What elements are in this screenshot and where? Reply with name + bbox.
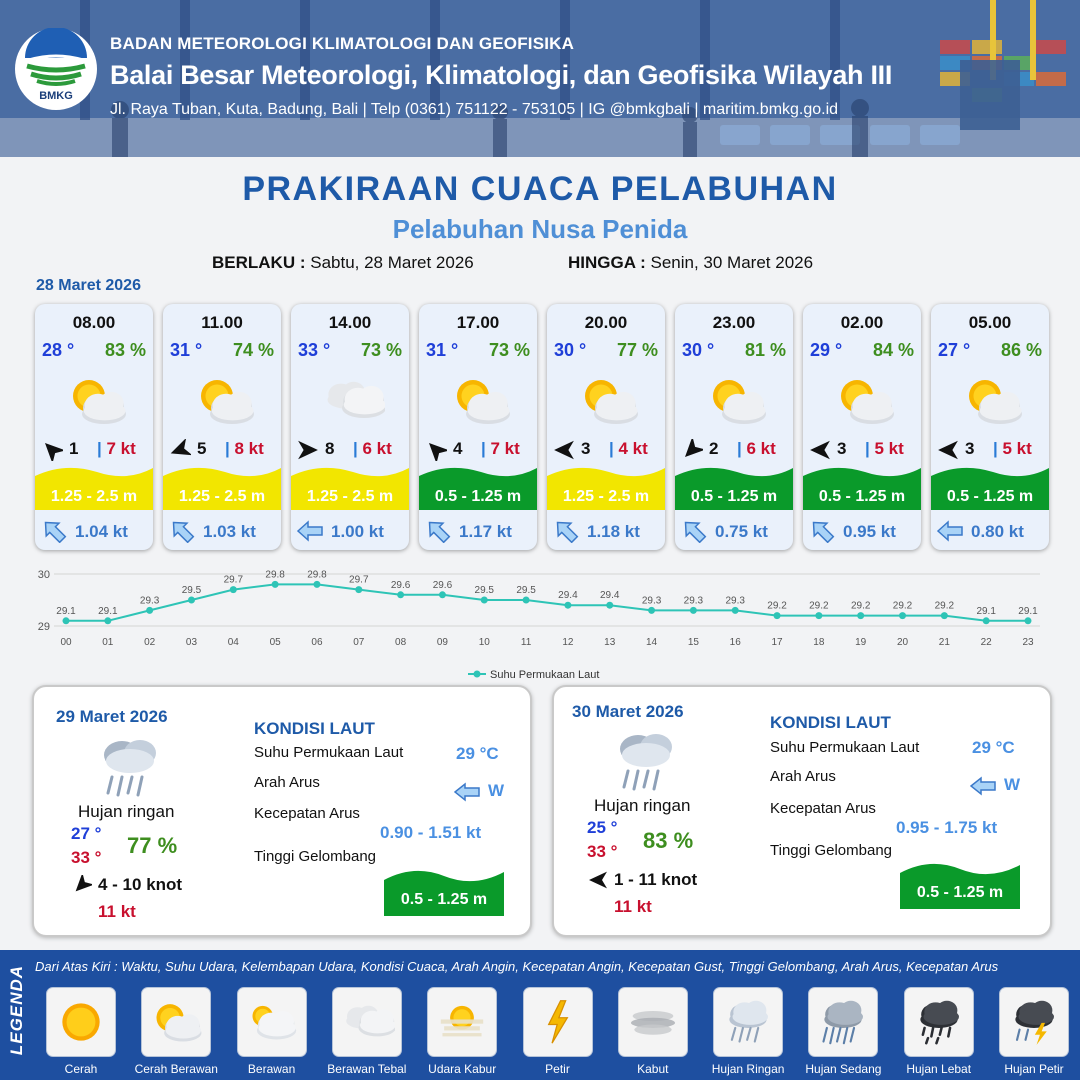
forecast-current-speed: 0.80 kt	[971, 522, 1024, 541]
forecast-gust: | 6 kt	[353, 439, 392, 458]
data-point	[1025, 617, 1032, 624]
wind-direction-icon	[297, 439, 319, 461]
forecast-wind-speed: 3	[965, 439, 975, 458]
forecast-gust-value: 7 kt	[490, 439, 520, 458]
cerah-berawan-icon	[831, 372, 897, 430]
day3-sst-value: 29 °C	[972, 738, 1015, 757]
day2-current-dir: W	[488, 781, 505, 800]
sst-chart	[0, 565, 1080, 685]
data-point	[732, 607, 739, 614]
forecast-current-speed: 0.95 kt	[843, 522, 896, 541]
day3-date: 30 Maret 2026	[572, 702, 684, 721]
legend-item	[427, 987, 497, 1057]
forecast-current-speed: 1.03 kt	[203, 522, 256, 541]
y-tick-label: 30	[37, 569, 50, 581]
x-tick-label: 02	[144, 637, 156, 648]
forecast-current-speed: 1.04 kt	[75, 522, 128, 541]
wind-direction-icon	[681, 439, 703, 461]
wind-direction-icon	[937, 439, 959, 461]
cerah-icon	[53, 994, 109, 1050]
day1-date: 28 Maret 2026	[36, 277, 141, 294]
legend-tag-text: LEGENDA	[7, 964, 26, 1056]
day3-sst-label: Suhu Permukaan Laut	[770, 739, 920, 756]
data-point	[564, 602, 571, 609]
forecast-time: 14.00	[328, 313, 372, 332]
current-direction-icon	[425, 519, 451, 543]
day3-wave: 0.5 - 1.25 m	[916, 884, 1004, 901]
day3-wind: 1 - 11 knot	[614, 870, 698, 889]
cerah-berawan-icon	[63, 372, 129, 430]
forecast-time: 23.00	[712, 313, 756, 332]
hujan-ringan-icon	[720, 994, 776, 1050]
data-label: 29.5	[474, 585, 494, 596]
forecast-humidity: 73 %	[488, 340, 530, 360]
forecast-gust: | 6 kt	[737, 439, 776, 458]
x-tick-label: 22	[980, 637, 992, 648]
x-tick-label: 09	[436, 637, 448, 648]
forecast-card	[803, 304, 921, 550]
x-tick-label: 11	[520, 637, 532, 648]
legend-item-label: Cerah	[64, 1062, 98, 1076]
cerah-berawan-icon	[959, 372, 1025, 430]
day2-temp-min: 27 °	[71, 824, 102, 843]
petir-icon	[530, 994, 586, 1050]
forecast-temp: 30 °	[682, 340, 715, 360]
data-point	[230, 586, 237, 593]
data-label: 29.3	[641, 595, 662, 607]
x-tick-label: 17	[771, 637, 783, 648]
forecast-humidity: 86 %	[1000, 340, 1042, 360]
legend-item	[904, 987, 974, 1057]
legend-item-label: Udara Kabur	[428, 1062, 497, 1076]
data-point	[857, 612, 864, 619]
data-label: 29.8	[265, 569, 285, 581]
x-tick-label: 21	[938, 637, 950, 648]
forecast-card	[35, 304, 153, 550]
wind-direction-icon	[553, 439, 575, 461]
forecast-temp: 30 °	[554, 340, 587, 360]
forecast-gust: | 7 kt	[97, 439, 136, 458]
legend-item-label: Kabut	[637, 1062, 669, 1076]
data-label: 29.4	[558, 590, 578, 602]
day3-humidity: 83 %	[643, 828, 694, 853]
data-label: 29.1	[56, 605, 76, 617]
data-point	[606, 602, 613, 609]
data-label: 29.5	[516, 585, 536, 596]
forecast-humidity: 81 %	[744, 340, 786, 360]
data-point	[690, 607, 697, 614]
forecast-wave: 0.5 - 1.25 m	[434, 488, 522, 505]
forecast-card	[163, 304, 281, 550]
forecast-wind-speed: 1	[69, 439, 79, 458]
forecast-current-speed: 1.18 kt	[587, 522, 640, 541]
forecast-wind-speed: 4	[453, 439, 463, 458]
validity-from-label: BERLAKU :	[212, 253, 306, 272]
x-tick-label: 19	[855, 637, 867, 648]
arrow-left-icon	[970, 776, 996, 796]
data-label: 29.3	[725, 595, 745, 607]
day2-gust: 11 kt	[98, 902, 136, 921]
wind-direction-icon	[588, 870, 608, 890]
legend-item-label: Cerah Berawan	[134, 1062, 218, 1076]
day2-sst-value: 29 °C	[456, 744, 499, 763]
legend-tag	[0, 950, 32, 1080]
legend-item	[332, 987, 402, 1057]
data-point	[439, 591, 446, 598]
forecast-temp: 31 °	[426, 340, 459, 360]
day2-current-speed-label: Kecepatan Arus	[254, 805, 360, 822]
x-tick-label: 01	[102, 637, 114, 648]
contact-info: Jl. Raya Tuban, Kuta, Badung, Bali | Telp (0361) 751122 - 753105 | IG @bmkgbali | maritim.bmkg.go.id	[110, 101, 839, 118]
hujan-sedang-icon	[815, 994, 871, 1050]
day2-current-dir-label: Arah Arus	[254, 774, 320, 791]
forecast-gust-value: 7 kt	[106, 439, 136, 458]
forecast-wind-speed: 3	[837, 439, 847, 458]
day2-current-speed: 0.90 - 1.51 kt	[380, 823, 482, 842]
forecast-card	[419, 304, 537, 550]
data-point	[104, 617, 111, 624]
day3-current-speed-label: Kecepatan Arus	[770, 800, 876, 817]
validity-to	[568, 253, 813, 273]
data-point	[774, 612, 781, 619]
validity-to-label: HINGGA :	[568, 253, 646, 272]
data-label: 29.4	[600, 590, 620, 602]
hujan-ringan-icon	[92, 731, 172, 803]
legend-item	[618, 987, 688, 1057]
forecast-gust: | 5 kt	[993, 439, 1032, 458]
forecast-wave: 1.25 - 2.5 m	[306, 488, 394, 505]
sst-line	[66, 584, 1028, 620]
validity-to-value: Senin, 30 Maret 2026	[650, 253, 814, 272]
forecast-wave: 1.25 - 2.5 m	[50, 488, 138, 505]
x-tick-label: 18	[813, 637, 825, 648]
data-label: 29.3	[139, 595, 160, 607]
forecast-temp: 28 °	[42, 340, 75, 360]
current-direction-icon	[41, 519, 67, 543]
forecast-time: 05.00	[968, 313, 1012, 332]
current-direction-icon	[681, 519, 707, 543]
legend-item	[141, 987, 211, 1057]
legend-swatch-dot	[474, 671, 481, 678]
page-title: PRAKIRAAN CUACA PELABUHAN	[242, 170, 838, 208]
legend-item-label: Hujan Lebat	[906, 1062, 972, 1076]
data-label: 29.6	[390, 579, 411, 591]
udara-kabur-icon	[434, 994, 490, 1050]
data-label: 29.7	[349, 574, 369, 586]
berawan-icon	[244, 994, 300, 1050]
forecast-current-speed: 0.75 kt	[715, 522, 768, 541]
data-label: 29.5	[181, 585, 202, 596]
data-label: 29.8	[307, 569, 327, 581]
forecast-time: 08.00	[72, 313, 116, 332]
forecast-current-speed: 1.00 kt	[331, 522, 384, 541]
data-point	[983, 617, 990, 624]
data-point	[648, 607, 655, 614]
legend-label: Suhu Permukaan Laut	[490, 669, 600, 681]
data-label: 29.6	[432, 579, 453, 591]
legend-item-label: Hujan Sedang	[805, 1062, 882, 1076]
current-direction-icon	[169, 519, 195, 543]
hujan-petir-icon	[1006, 994, 1062, 1050]
x-tick-label: 20	[896, 637, 909, 648]
forecast-card	[675, 304, 793, 550]
legend-description: Dari Atas Kiri : Waktu, Suhu Udara, Kelembapan Udara, Kondisi Cuaca, Arah Angin, Kecepatan Angin, Kecepatan Gust, Tinggi Gelombang, Arah Arus, Kecepatan Arus	[35, 959, 999, 974]
forecast-wind-speed: 5	[197, 439, 207, 458]
data-point	[313, 581, 320, 588]
forecast-wave: 0.5 - 1.25 m	[818, 488, 906, 505]
forecast-wind-speed: 8	[325, 439, 335, 458]
data-point	[272, 581, 279, 588]
forecast-wave: 0.5 - 1.25 m	[946, 488, 1034, 505]
x-tick-label: 14	[646, 637, 658, 648]
data-point	[355, 586, 362, 593]
forecast-gust-value: 5 kt	[874, 439, 904, 458]
current-direction-icon	[553, 519, 579, 543]
forecast-humidity: 74 %	[232, 340, 274, 360]
day2-date: 29 Maret 2026	[56, 707, 168, 726]
forecast-time: 17.00	[456, 313, 500, 332]
day2-wind: 4 - 10 knot	[98, 875, 183, 894]
data-point	[146, 607, 153, 614]
forecast-wave: 1.25 - 2.5 m	[178, 488, 266, 505]
cerah-berawan-icon	[148, 994, 204, 1050]
legend-item	[523, 987, 593, 1057]
day3-current-speed: 0.95 - 1.75 kt	[896, 818, 998, 837]
x-tick-label: 16	[729, 637, 741, 648]
day3-temp-max: 33 °	[587, 842, 618, 861]
data-point	[188, 597, 195, 604]
forecast-gust-value: 8 kt	[234, 439, 264, 458]
day2-sea-heading: KONDISI LAUT	[254, 719, 375, 738]
data-point	[899, 612, 906, 619]
legend-item	[237, 987, 307, 1057]
kabut-icon	[625, 994, 681, 1050]
day3-current-dir-label: Arah Arus	[770, 768, 836, 785]
header-banner	[0, 0, 1080, 157]
day2-panel	[32, 685, 532, 937]
hujan-lebat-icon	[911, 994, 967, 1050]
forecast-humidity: 84 %	[872, 340, 914, 360]
x-tick-label: 23	[1022, 637, 1034, 648]
forecast-temp: 31 °	[170, 340, 203, 360]
data-label: 29.1	[98, 605, 118, 617]
forecast-time: 02.00	[840, 313, 884, 332]
x-tick-label: 08	[395, 637, 407, 648]
forecast-temp: 29 °	[810, 340, 843, 360]
forecast-card	[547, 304, 665, 550]
forecast-humidity: 73 %	[360, 340, 402, 360]
legend-item	[46, 987, 116, 1057]
wind-direction-icon	[169, 439, 191, 461]
x-tick-label: 13	[604, 637, 616, 648]
cerah-berawan-icon	[191, 372, 257, 430]
port-name: Pelabuhan Nusa Penida	[392, 214, 688, 244]
forecast-gust: | 5 kt	[865, 439, 904, 458]
forecast-wind-speed: 3	[581, 439, 591, 458]
forecast-card	[291, 304, 409, 550]
forecast-current-speed: 1.17 kt	[459, 522, 512, 541]
x-tick-label: 12	[562, 637, 574, 648]
x-tick-label: 15	[687, 637, 699, 648]
validity-from-value: Sabtu, 28 Maret 2026	[310, 253, 474, 272]
forecast-humidity: 83 %	[104, 340, 146, 360]
legend-item-label: Petir	[545, 1062, 570, 1076]
logo-text: BMKG	[39, 90, 73, 102]
agency-name: BADAN METEOROLOGI KLIMATOLOGI DAN GEOFISIKA	[110, 34, 575, 53]
data-label: 29.3	[683, 595, 704, 607]
forecast-gust-value: 6 kt	[362, 439, 392, 458]
office-name: Balai Besar Meteorologi, Klimatologi, dan Geofisika Wilayah III	[110, 60, 893, 90]
forecast-wave: 1.25 - 2.5 m	[562, 488, 650, 505]
x-tick-label: 07	[353, 637, 365, 648]
data-label: 29.1	[976, 605, 996, 617]
forecast-time: 20.00	[584, 313, 628, 332]
data-label: 29.2	[809, 600, 829, 612]
y-tick-label: 29	[37, 621, 50, 633]
cerah-berawan-icon	[703, 372, 769, 430]
forecast-time: 11.00	[201, 313, 243, 332]
day2-wave: 0.5 - 1.25 m	[400, 891, 488, 908]
x-tick-label: 04	[227, 637, 239, 648]
legend-item	[808, 987, 878, 1057]
forecast-gust: | 7 kt	[481, 439, 520, 458]
data-point	[481, 597, 488, 604]
data-point	[397, 591, 404, 598]
wind-direction-icon	[809, 439, 831, 461]
legend-item	[713, 987, 783, 1057]
legend-item-label: Berawan	[247, 1062, 296, 1076]
data-point	[815, 612, 822, 619]
current-direction-icon	[809, 519, 835, 543]
day3-panel	[552, 685, 1052, 937]
wind-direction-icon	[41, 439, 63, 461]
wind-direction-icon	[425, 439, 447, 461]
data-label: 29.2	[892, 600, 913, 612]
day2-temp-max: 33 °	[71, 848, 102, 867]
forecast-wave: 0.5 - 1.25 m	[690, 488, 778, 505]
cerah-berawan-icon	[447, 372, 513, 430]
forecast-gust: | 4 kt	[609, 439, 648, 458]
forecast-gust-value: 5 kt	[1002, 439, 1032, 458]
current-direction-icon	[297, 519, 323, 543]
legend-item-label: Hujan Petir	[1004, 1062, 1064, 1076]
data-point	[941, 612, 948, 619]
legend-item-label: Berawan Tebal	[327, 1062, 407, 1076]
data-label: 29.7	[223, 574, 244, 586]
berawan-tebal-icon	[339, 994, 395, 1050]
validity-from	[212, 253, 474, 273]
day2-humidity: 77 %	[127, 833, 178, 858]
legend-item	[999, 987, 1069, 1057]
arrow-left-icon	[454, 782, 480, 802]
data-label: 29.1	[1018, 605, 1038, 617]
forecast-card	[931, 304, 1049, 550]
x-tick-label: 05	[269, 637, 281, 648]
forecast-humidity: 77 %	[616, 340, 658, 360]
day3-condition: Hujan ringan	[594, 796, 691, 815]
data-label: 29.2	[767, 600, 787, 612]
forecast-gust-value: 4 kt	[618, 439, 648, 458]
day3-current-dir: W	[1004, 775, 1021, 794]
x-tick-label: 10	[478, 637, 490, 648]
data-point	[63, 617, 70, 624]
berawan-tebal-icon	[319, 372, 385, 430]
cerah-berawan-icon	[575, 372, 641, 430]
day3-gust: 11 kt	[614, 897, 652, 916]
hujan-ringan-icon	[608, 725, 688, 797]
data-label: 29.2	[850, 600, 871, 612]
x-tick-label: 00	[60, 637, 72, 648]
forecast-temp: 33 °	[298, 340, 331, 360]
day2-sst-label: Suhu Permukaan Laut	[254, 744, 404, 761]
current-direction-icon	[937, 519, 963, 543]
wind-direction-icon	[72, 875, 92, 895]
day3-temp-min: 25 °	[587, 818, 618, 837]
forecast-gust-value: 6 kt	[746, 439, 776, 458]
day3-sea-heading: KONDISI LAUT	[770, 713, 891, 732]
day2-condition: Hujan ringan	[78, 802, 175, 821]
data-point	[523, 597, 530, 604]
day3-wave-label: Tinggi Gelombang	[770, 842, 893, 859]
day2-wave-label: Tinggi Gelombang	[254, 848, 377, 865]
legend-item-label: Hujan Ringan	[711, 1062, 785, 1076]
data-label: 29.2	[934, 600, 955, 612]
x-tick-label: 06	[311, 637, 323, 648]
x-tick-label: 03	[185, 637, 198, 648]
forecast-gust: | 8 kt	[225, 439, 264, 458]
forecast-wind-speed: 2	[709, 439, 719, 458]
forecast-temp: 27 °	[938, 340, 971, 360]
